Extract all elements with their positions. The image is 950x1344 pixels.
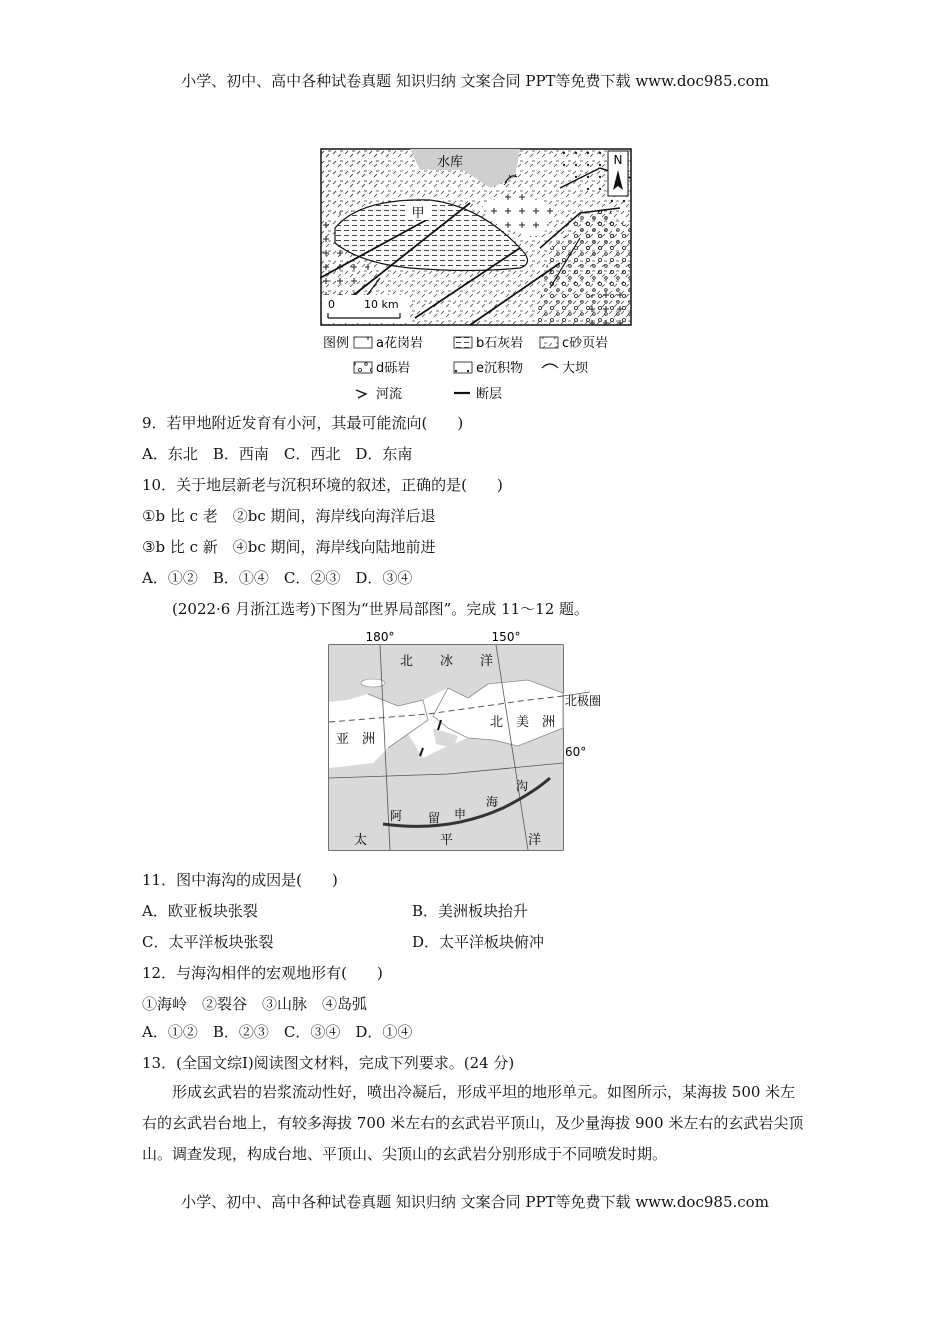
q13-paragraph: 形成玄武岩的岩浆流动性好，喷出冷凝后，形成平坦的地形单元。如图所示，某海拔 500 米左右的玄武岩台地上，有较多海拔 700 米左右的玄武岩平顶山，及少量海拔 900 米左右的玄武岩尖顶山。调查发现，构成台地、平顶山、尖顶山的玄武岩分别形成于不同喷发时期。 (142, 1083, 804, 1163)
legend-conglomerate: d砾岩 (376, 361, 411, 376)
trench-char-2: 留 (428, 811, 441, 825)
lon-150-label: 150° (491, 630, 521, 644)
north-label: N (613, 153, 623, 167)
q12-stem: 12．与海沟相伴的宏观地形有( ) (142, 964, 383, 982)
legend-dam: 大坝 (562, 361, 589, 376)
arctic-circle-label: 北极圈 (565, 694, 602, 708)
q11-option-c: C．太平洋板块张裂 (142, 933, 274, 951)
legend-granite: a花岗岩 (376, 336, 423, 351)
jia-label: 甲 (411, 206, 425, 221)
legend-sandshale: c砂页岩 (562, 336, 609, 351)
pacific-char-2: 平 (440, 833, 454, 848)
reservoir-label: 水库 (436, 155, 464, 170)
q10-stem: 10．关于地层新老与沉积环境的叙述，正确的是( ) (142, 476, 503, 494)
scale-zero: 0 (328, 298, 335, 311)
page-header: 小学、初中、高中各种试卷真题 知识归纳 文案合同 PPT等免费下载 www.doc985.com (181, 72, 769, 90)
q10-options: A．①② B．①④ C．②③ D．③④ (142, 569, 413, 587)
geology-legend (320, 330, 640, 406)
q9-options: A．东北 B．西南 C．西北 D．东南 (142, 445, 413, 463)
pacific-char-3: 洋 (528, 833, 542, 848)
world-map (328, 628, 618, 852)
legend-limestone: b石灰岩 (476, 336, 524, 351)
legend-river: 河流 (376, 387, 403, 402)
intro-11-12: (2022·6 月浙江选考)下图为“世界局部图”。完成 11～12 题。 (172, 600, 590, 618)
legend-title: 图例 (323, 336, 350, 351)
trench-char-3: 申 (454, 807, 467, 821)
river-icon (356, 390, 366, 398)
legend-sediment: e沉积物 (476, 361, 523, 376)
north-america-label: 北 美 洲 (490, 715, 556, 730)
legend-fault: 断层 (476, 387, 503, 402)
q9-stem: 9．若甲地附近发育有小河，其最可能流向( ) (142, 414, 464, 432)
arctic-ocean-char-3: 洋 (480, 654, 494, 669)
q10-line2: ③b 比 c 新 ④bc 期间，海岸线向陆地前进 (142, 538, 436, 556)
geology-map (320, 148, 632, 326)
q11-option-a: A．欧亚板块张裂 (142, 902, 258, 920)
lon-180-label: 180° (365, 630, 395, 644)
trench-char-1: 阿 (390, 809, 403, 823)
q12-options: A．①② B．②③ C．③④ D．①④ (142, 1023, 413, 1041)
q12-line1: ①海岭 ②裂谷 ③山脉 ④岛弧 (142, 995, 368, 1013)
lat-60-label: 60° (565, 745, 587, 759)
q11-option-b: B．美洲板块抬升 (412, 902, 529, 920)
pacific-char-1: 太 (354, 833, 368, 848)
trench-char-4: 海 (486, 795, 499, 809)
arctic-ocean-char-2: 冰 (440, 654, 454, 669)
trench-char-5: 沟 (516, 779, 529, 793)
q13-stem: 13．(全国文综Ⅰ)阅读图文材料，完成下列要求。(24 分) (142, 1054, 515, 1072)
q11-option-d: D．太平洋板块俯冲 (412, 933, 545, 951)
q11-stem: 11．图中海沟的成因是( ) (142, 871, 338, 889)
scale-distance: 10 km (364, 298, 399, 311)
asia-label: 亚 洲 (336, 732, 376, 747)
q10-line1: ①b 比 c 老 ②bc 期间，海岸线向海洋后退 (142, 507, 436, 525)
arctic-ocean-char-1: 北 (400, 654, 414, 669)
dam-icon (542, 364, 558, 368)
page-footer: 小学、初中、高中各种试卷真题 知识归纳 文案合同 PPT等免费下载 www.doc985.com (181, 1193, 769, 1211)
